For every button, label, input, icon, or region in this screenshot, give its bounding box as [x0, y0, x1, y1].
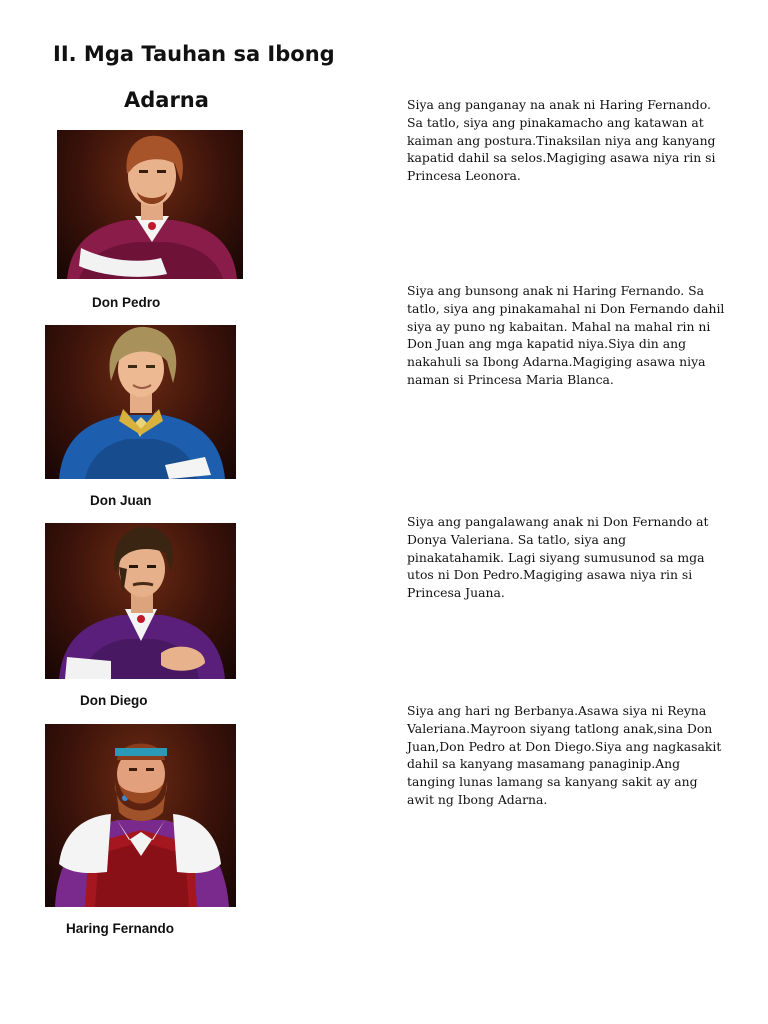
- page-title-line1: II. Mga Tauhan sa Ibong: [53, 42, 335, 66]
- character-description: Siya ang bunsong anak ni Haring Fernando. Sa tatlo, siya ang pinakamahal ni Don Fernando dahil siya ay puno ng kabaitan. Mahal na mahal rin ni Don Juan ang mga kapatid niya.Siya din ang nakahuli sa Ibong Adarna.Magiging asawa niya naman si Princesa Maria Blanca.: [407, 283, 725, 387]
- don-diego-portrait: [45, 523, 236, 679]
- don-juan-portrait: [45, 325, 236, 479]
- character-name: Haring Fernando: [66, 921, 175, 936]
- character-name: Don Pedro: [92, 295, 161, 310]
- character-description: Siya ang hari ng Berbanya.Asawa siya ni Reyna Valeriana.Mayroon siyang tatlong anak,sina Don Juan,Don Pedro at Don Diego.Siya ang nagkasakit dahil sa kanyang masamang panaginip.Ang tanging lunas lamang sa kanyang sakit ay ang awit ng Ibong Adarna.: [407, 703, 722, 807]
- character-description: Siya ang pangalawang anak ni Don Fernando at Donya Valeriana. Sa tatlo, siya ang pinakatahamik. Lagi siyang sumusunod sa mga utos ni Don Pedro.Magiging asawa niya rin si Princesa Juana.: [407, 514, 709, 601]
- character-description: Siya ang panganay na anak ni Haring Fernando. Sa tatlo, siya ang pinakamacho ang katawan at kaiman ang postura.Tinaksilan niya ang kanyang kapatid dahil sa selos.Magiging asawa niya rin si Princesa Leonora.: [407, 97, 716, 184]
- don-pedro-portrait: [57, 130, 243, 279]
- character-name: Don Diego: [80, 693, 148, 708]
- haring-fernando-portrait: [45, 724, 236, 907]
- character-name: Don Juan: [90, 493, 152, 508]
- page-title-line2: Adarna: [124, 88, 209, 112]
